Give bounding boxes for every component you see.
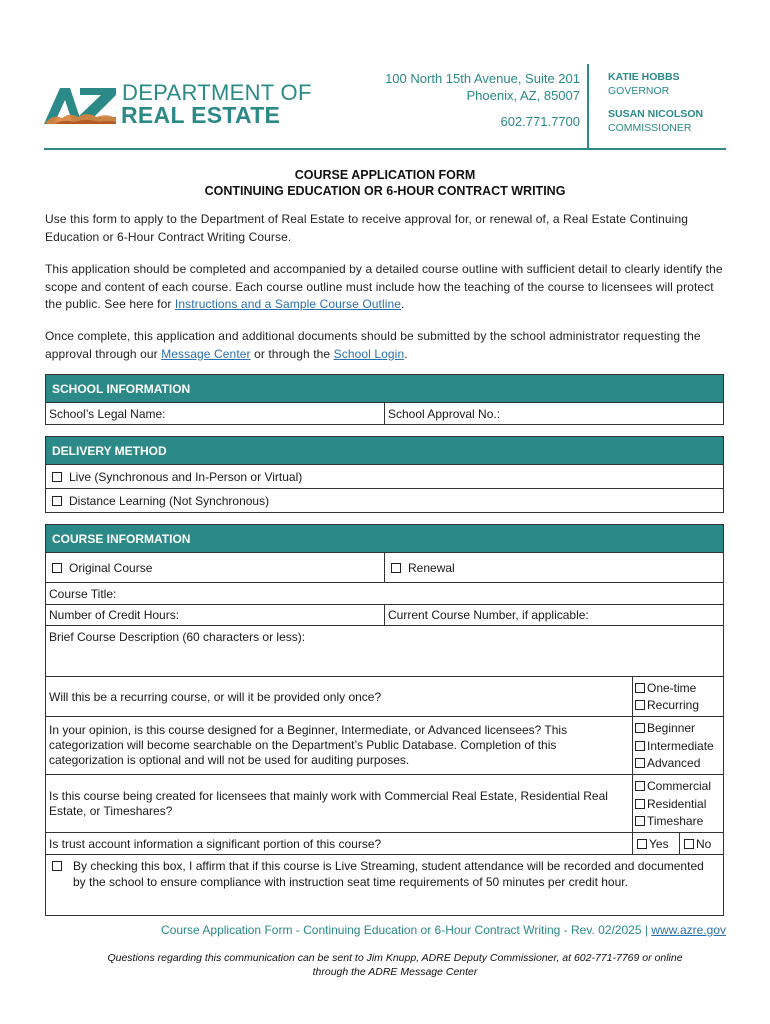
form-title: COURSE APPLICATION FORM [294,168,476,182]
timeshare-option[interactable]: Timeshare [635,812,703,830]
commercial-checkbox[interactable] [635,781,645,791]
footer-contact-note: Questions regarding this communication can be sent to Jim Knupp, ADRE Deputy Commissioner, at 602-771-7769 or online through the ADRE Message Center [107,952,683,978]
school-login-link[interactable]: School Login [333,346,405,361]
header-divider-vertical [587,64,589,150]
footer-revision: Course Application Form - Continuing Education or 6-Hour Contract Writing - Rev. 02/2025 | www.azre.gov [161,923,726,937]
address-line2: Phoenix, AZ, 85007 [466,88,580,103]
school-information-section [45,374,724,425]
course-information-section [45,524,724,916]
school-approval-number-field[interactable]: School Approval No.: [384,403,723,425]
recurring-option[interactable]: Recurring [635,697,699,715]
delivery-method-heading: DELIVERY METHOD [46,437,723,464]
school-legal-name-field[interactable]: School’s Legal Name: [49,407,166,421]
residential-checkbox[interactable] [635,799,645,809]
course-title-field[interactable]: Course Title: [49,586,117,601]
message-center-link[interactable]: Message Center [161,346,251,361]
form-subtitle: CONTINUING EDUCATION OR 6-HOUR CONTRACT WRITING [204,184,566,198]
original-course-option[interactable]: Original Course [46,553,384,582]
level-question: In your opinion, is this course designed for a Beginner, Intermediate, or Advanced licensees? This categorization will become searchable on the Department’s Public Database. Completion of this categorization is optional and will not be used for auditing purposes. [49,723,568,767]
yes-checkbox[interactable] [637,839,647,849]
commissioner-title: COMMISSIONER [608,122,692,134]
recurring-checkbox[interactable] [635,700,645,710]
residential-option[interactable]: Residential [635,795,706,813]
no-checkbox[interactable] [684,839,694,849]
advanced-option[interactable]: Advanced [635,754,700,772]
renewal-checkbox[interactable] [391,563,401,573]
course-description-field[interactable]: Brief Course Description (60 characters or less): [49,630,306,644]
delivery-distance-option[interactable]: Distance Learning (Not Synchronous) [46,489,269,512]
one-time-checkbox[interactable] [635,683,645,693]
course-information-heading: COURSE INFORMATION [46,525,723,552]
live-checkbox[interactable] [52,472,62,482]
affirm-checkbox[interactable] [52,861,62,871]
commercial-option[interactable]: Commercial [635,777,711,795]
trust-account-question: Is trust account information a significant portion of this course? [49,836,382,851]
affirm-option[interactable] [46,855,70,907]
one-time-option[interactable]: One-time [635,679,696,697]
no-option[interactable]: No [679,833,723,854]
current-course-number-field[interactable]: Current Course Number, if applicable: [384,605,723,625]
azre-website-link[interactable]: www.azre.gov [651,923,726,937]
course-type-question: Is this course being created for licensees that mainly work with Commercial Real Estate, Residential Real Estate, or Timeshares? [49,788,608,818]
header-divider-horizontal [44,148,726,150]
recurring-question: Will this be a recurring course, or will it be provided only once? [49,689,382,704]
yes-option[interactable]: Yes [632,833,679,854]
advanced-checkbox[interactable] [635,758,645,768]
beginner-option[interactable]: Beginner [635,719,695,737]
intro-paragraph-2: This application should be completed and accompanied by a detailed course outline with sufficient detail to clearly identify the scope and content of each course. Each course outline must include how the teaching of the course to licensees will protect the public. See here for Instructions and a Sample Course Outline. [45,262,723,311]
affirm-statement: By checking this box, I affirm that if this course is Live Streaming, student attendance will be recorded and documented by the school to ensure compliance with instruction seat time requirements of 50 minutes per credit hour. [73,859,704,889]
intro-paragraph-3: Once complete, this application and additional documents should be submitted by the school administrator requesting the approval through our Message Center or through the School Login. [45,329,701,361]
credit-hours-field[interactable]: Number of Credit Hours: [49,608,180,622]
commissioner-name: SUSAN NICOLSON [608,108,704,120]
school-information-heading: SCHOOL INFORMATION [46,375,723,402]
logo-text-real-estate: REAL ESTATE [121,102,281,128]
governor-name: KATIE HOBBS [608,71,680,83]
instructions-link[interactable]: Instructions and a Sample Course Outline [174,297,402,311]
phone-number: 602.771.7700 [500,114,580,129]
original-course-checkbox[interactable] [52,563,62,573]
intermediate-option[interactable]: Intermediate [635,737,714,755]
intermediate-checkbox[interactable] [635,741,645,751]
beginner-checkbox[interactable] [635,723,645,733]
distance-learning-checkbox[interactable] [52,496,62,506]
delivery-method-section [45,436,724,513]
timeshare-checkbox[interactable] [635,816,645,826]
logo-text-department: DEPARTMENT OF [122,80,312,105]
delivery-live-option[interactable]: Live (Synchronous and In-Person or Virtual) [46,465,302,488]
address-line1: 100 North 15th Avenue, Suite 201 [385,71,580,86]
renewal-option[interactable]: Renewal [384,553,723,582]
governor-title: GOVERNOR [608,85,670,97]
intro-paragraph-1: Use this form to apply to the Department of Real Estate to receive approval for, or renewal of, a Real Estate Continuing Education or 6-Hour Contract Writing Course. [45,212,688,244]
